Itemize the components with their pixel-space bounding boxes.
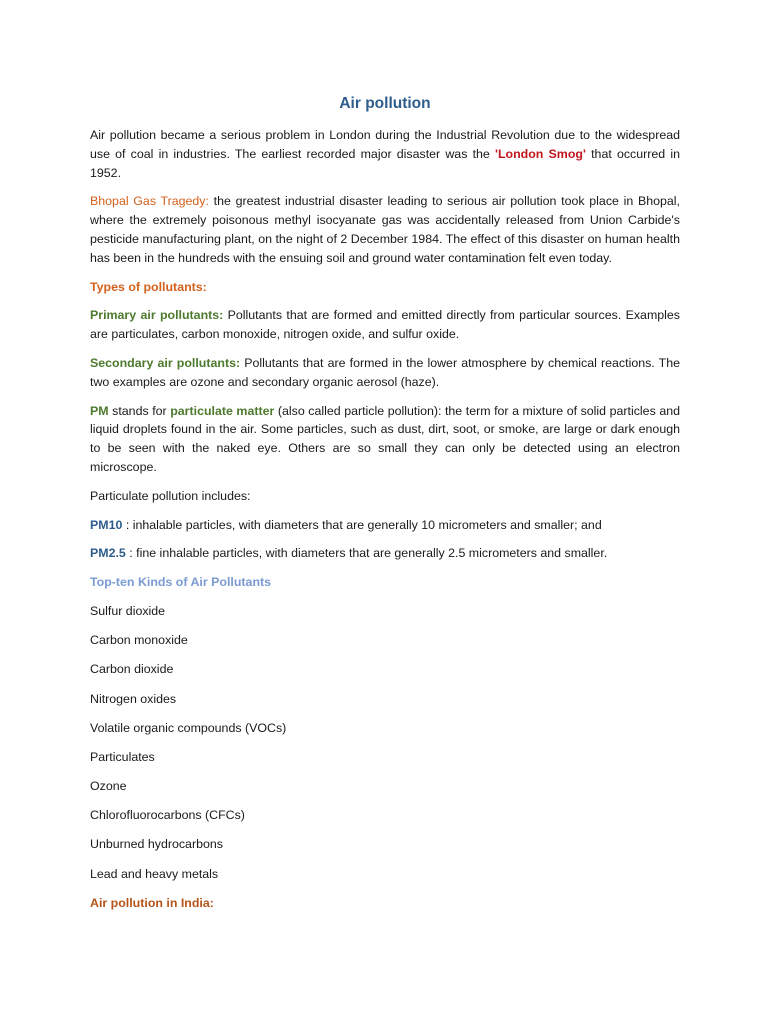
list-item: Unburned hydrocarbons	[90, 837, 223, 852]
secondary-text: Pollutants that are formed in the lower atmosphere by chemical reactions. The two examples are ozone and secondary organic aerosol (haze).	[90, 355, 680, 389]
list-item: Ozone	[90, 779, 127, 794]
pm10-paragraph	[90, 516, 680, 535]
pm25-paragraph	[90, 544, 680, 563]
top-ten-heading: Top-ten Kinds of Air Pollutants	[90, 575, 272, 590]
primary-paragraph	[90, 306, 680, 344]
pm-text: (also called particle pollution): the term for a mixture of solid particles and liquid droplets found in the air. Some particles, such as dust, dirt, soot, or smoke, are large or dark enough to be seen with the naked eye. Others are so small they can only be detected using an electron microscope.	[90, 403, 680, 474]
pm-paragraph	[90, 402, 680, 477]
pm10-text: : inhalable particles, with diameters that are generally 10 micrometers and smaller; and	[122, 517, 602, 532]
top-ten-heading-para	[90, 573, 680, 592]
primary-label: Primary air pollutants:	[90, 308, 224, 323]
types-heading: Types of pollutants:	[90, 279, 207, 294]
bhopal-label: Bhopal Gas Tragedy:	[90, 194, 209, 209]
types-heading-para	[90, 278, 680, 297]
intro-paragraph	[90, 126, 680, 182]
intro-text-after: that occurred in 1952.	[90, 146, 680, 180]
london-smog-highlight: 'London Smog'	[495, 146, 586, 161]
pm25-label: PM2.5	[90, 546, 126, 561]
bhopal-text: the greatest industrial disaster leading to serious air pollution took place in Bhopal, where the extremely poisonous methyl isocyanate gas was accidentally released from Union Carbide's pesticide manufacturing plant, on the night of 2 December 1984. The effect of this disaster on human health has been in the hundreds with the ensuing soil and ground water contamination felt even today.	[90, 194, 680, 265]
pollutant-list	[90, 602, 680, 883]
list-item: Chlorofluorocarbons (CFCs)	[90, 808, 245, 823]
page-title: Air pollution	[339, 95, 431, 112]
bhopal-paragraph	[90, 192, 680, 267]
list-item: Carbon dioxide	[90, 662, 174, 677]
pm-label: PM	[90, 403, 109, 418]
india-heading-para	[90, 894, 680, 913]
pm-mid: stands for	[108, 403, 171, 418]
list-item: Carbon monoxide	[90, 633, 188, 648]
pm10-label: PM10	[90, 517, 123, 532]
list-item: Particulates	[90, 749, 155, 764]
pm25-text: : fine inhalable particles, with diameters that are generally 2.5 micrometers and smaller.	[125, 546, 608, 561]
list-item: Sulfur dioxide	[90, 603, 166, 618]
primary-text: Pollutants that are formed and emitted directly from particular sources. Examples are particulates, carbon monoxide, nitrogen oxide, and sulfur oxide.	[90, 308, 681, 342]
india-heading: Air pollution in India:	[90, 895, 214, 910]
list-item: Lead and heavy metals	[90, 866, 219, 881]
secondary-paragraph	[90, 354, 680, 392]
secondary-label: Secondary air pollutants:	[90, 355, 241, 370]
document-page	[90, 94, 680, 923]
list-item: Nitrogen oxides	[90, 691, 177, 706]
particulate-includes: Particulate pollution includes:	[90, 488, 251, 503]
intro-text-before: Air pollution became a serious problem in London during the Industrial Revolution due to the widespread use of coal in industries. The earliest recorded major disaster was the	[90, 128, 680, 161]
pm-term: particulate matter	[170, 403, 275, 418]
list-item: Volatile organic compounds (VOCs)	[90, 720, 287, 735]
